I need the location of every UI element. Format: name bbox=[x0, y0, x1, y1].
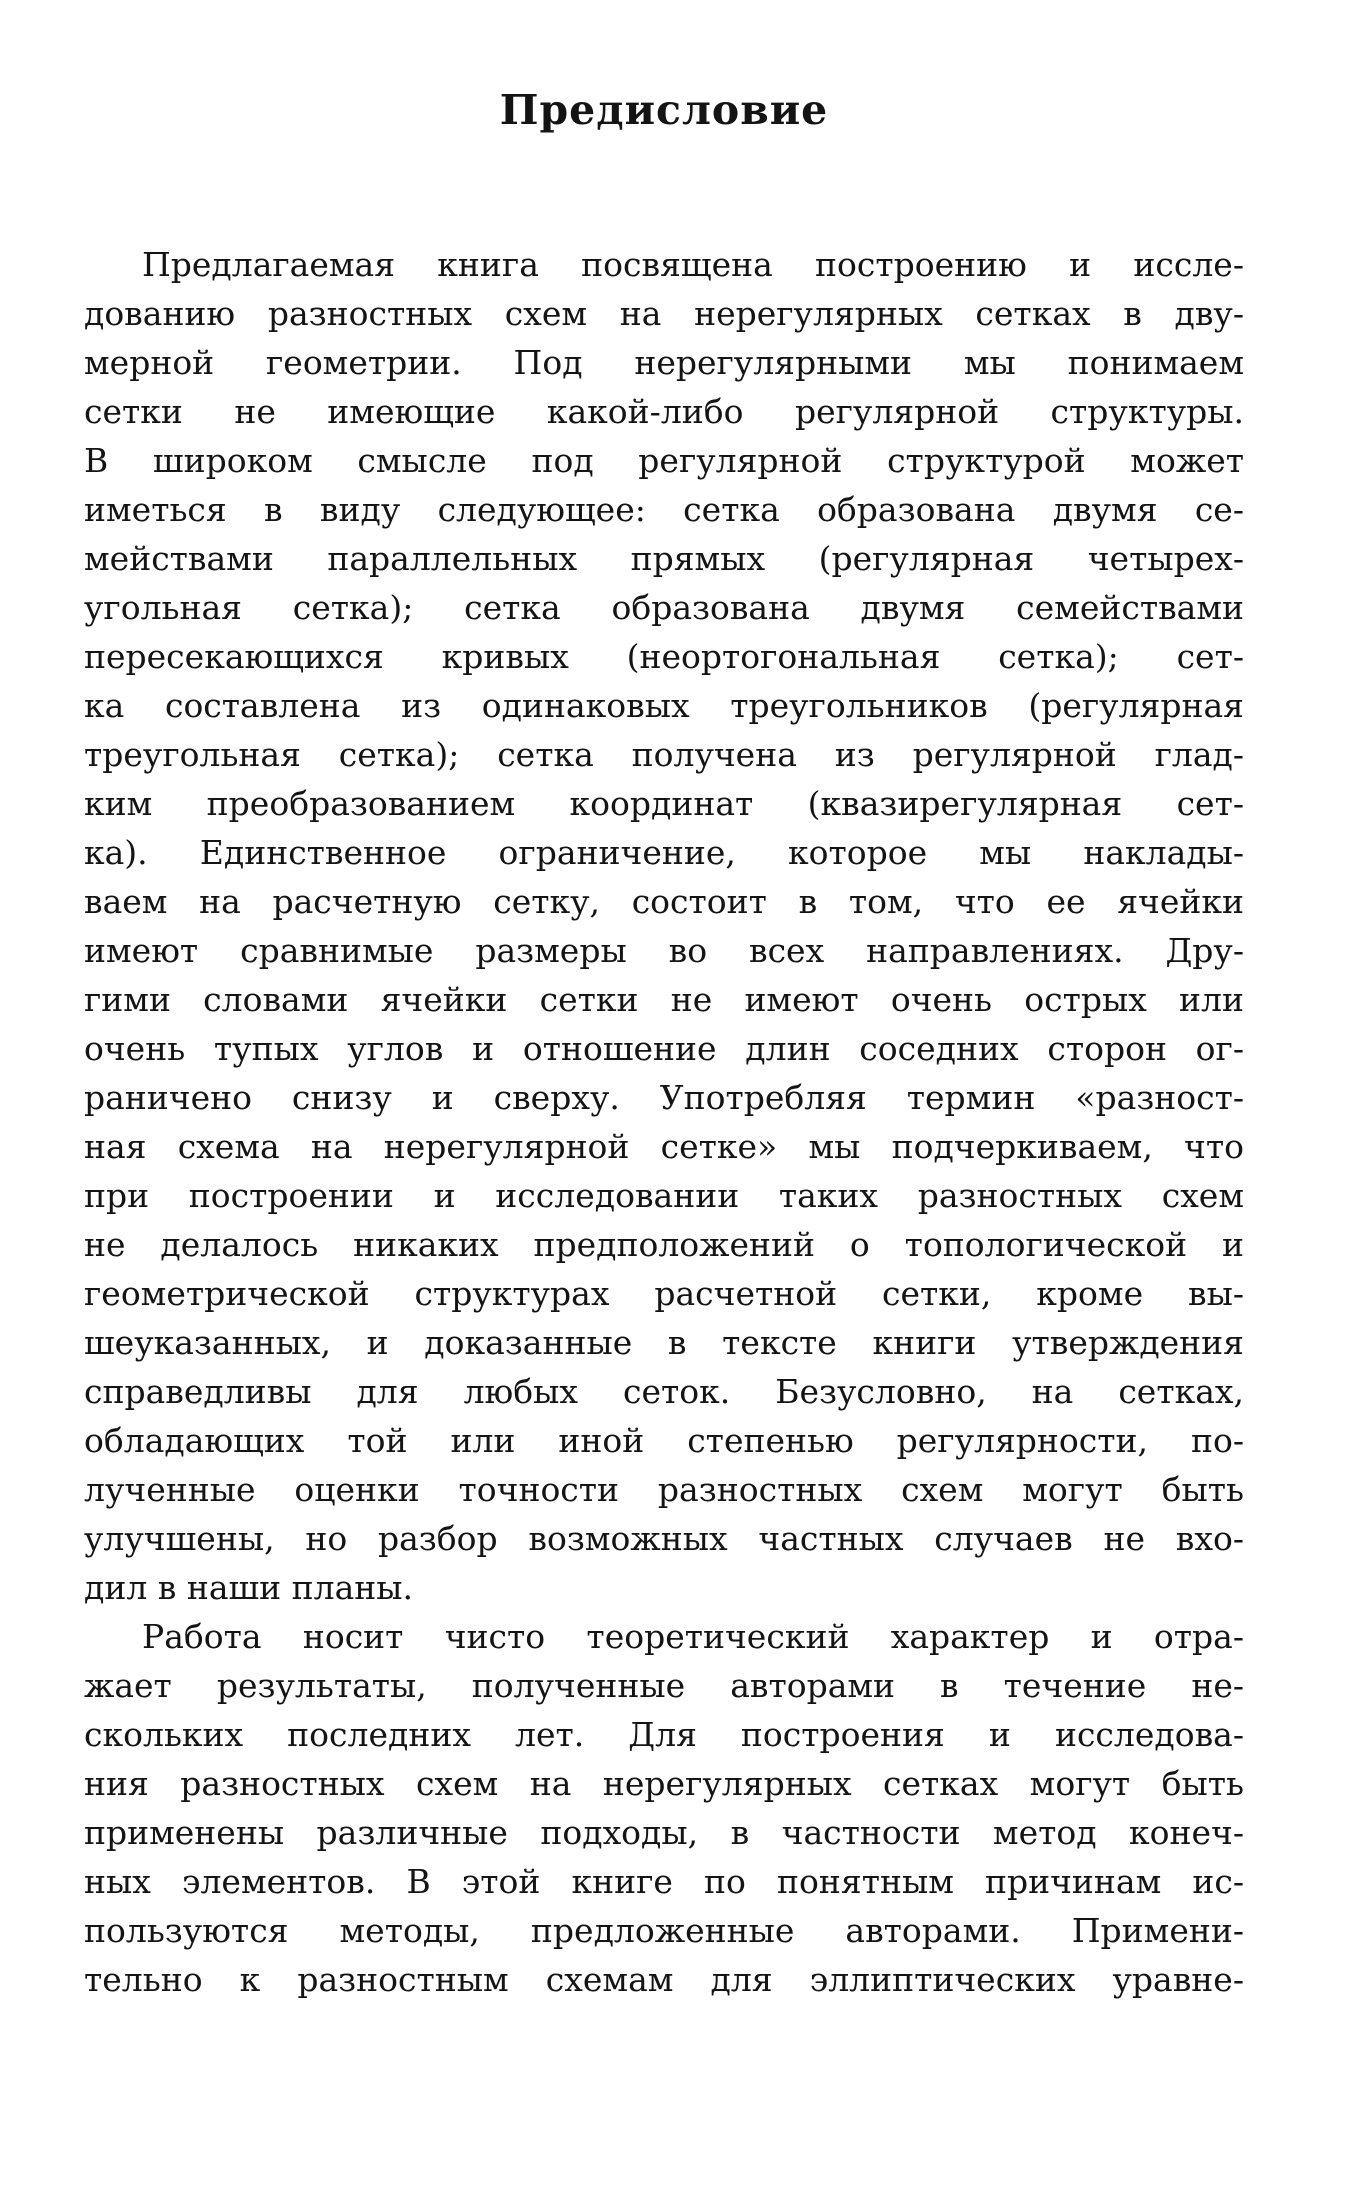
text-line: не делалось никаких предположений о топологической и bbox=[84, 1225, 1244, 1264]
text-line: шеуказанных, и доказанные в тексте книги утверждения bbox=[84, 1323, 1244, 1362]
text-line: угольная сетка); сетка образована двумя семействами bbox=[84, 588, 1244, 627]
text-line: пересекающихся кривых (неортогональная сетка); сет- bbox=[84, 637, 1244, 676]
paragraph-1 bbox=[84, 240, 1244, 1612]
text-line: Предлагаемая книга посвящена построению и иссле- bbox=[142, 245, 1244, 284]
text-line: мерной геометрии. Под нерегулярными мы понимаем bbox=[84, 343, 1244, 382]
text-line: дованию разностных схем на нерегулярных сетках в дву- bbox=[84, 294, 1244, 333]
text-line: дил в наши планы. bbox=[84, 1568, 414, 1607]
text-line: ваем на расчетную сетку, состоит в том, что ее ячейки bbox=[84, 882, 1244, 921]
text-line: ния разностных схем на нерегулярных сетках могут быть bbox=[84, 1764, 1244, 1803]
text-line: обладающих той или иной степенью регулярности, по- bbox=[84, 1421, 1244, 1460]
text-line: имеют сравнимые размеры во всех направлениях. Дру- bbox=[84, 931, 1244, 970]
text-line: справедливы для любых сеток. Безусловно, на сетках, bbox=[84, 1372, 1244, 1411]
text-line: мействами параллельных прямых (регулярная четырех- bbox=[84, 539, 1244, 578]
text-line: иметься в виду следующее: сетка образована двумя се- bbox=[84, 490, 1244, 529]
text-line: Работа носит чисто теоретический характер и отра- bbox=[142, 1617, 1244, 1656]
paragraph-2 bbox=[84, 1612, 1244, 2004]
text-line: при построении и исследовании таких разностных схем bbox=[84, 1176, 1244, 1215]
text-line: очень тупых углов и отношение длин соседних сторон ог- bbox=[84, 1029, 1244, 1068]
document-page bbox=[84, 0, 1244, 2203]
text-line: лученные оценки точности разностных схем могут быть bbox=[84, 1470, 1244, 1509]
text-line: раничено снизу и сверху. Употребляя термин «разност- bbox=[84, 1078, 1244, 1117]
text-line: тельно к разностным схемам для эллиптических уравне- bbox=[84, 1960, 1244, 1999]
text-line: ким преобразованием координат (квазирегулярная сет- bbox=[84, 784, 1244, 823]
text-line: улучшены, но разбор возможных частных случаев не вхо- bbox=[84, 1519, 1244, 1558]
text-line: треугольная сетка); сетка получена из регулярной глад- bbox=[84, 735, 1244, 774]
text-line: ная схема на нерегулярной сетке» мы подчеркиваем, что bbox=[84, 1127, 1244, 1166]
text-line: геометрической структурах расчетной сетки, кроме вы- bbox=[84, 1274, 1244, 1313]
body-text bbox=[84, 240, 1244, 2004]
text-line: гими словами ячейки сетки не имеют очень острых или bbox=[84, 980, 1244, 1019]
text-line: сетки не имеющие какой-либо регулярной структуры. bbox=[84, 392, 1244, 431]
text-line: применены различные подходы, в частности метод конеч- bbox=[84, 1813, 1244, 1852]
text-line: ных элементов. В этой книге по понятным причинам ис- bbox=[84, 1862, 1244, 1901]
text-line: ка). Единственное ограничение, которое мы наклады- bbox=[84, 833, 1244, 872]
text-line: В широком смысле под регулярной структурой может bbox=[84, 441, 1244, 480]
text-line: скольких последних лет. Для построения и исследова- bbox=[84, 1715, 1244, 1754]
page-title: Предисловие bbox=[499, 86, 829, 134]
text-line: ка составлена из одинаковых треугольников (регулярная bbox=[84, 686, 1244, 725]
text-line: жает результаты, полученные авторами в течение не- bbox=[84, 1666, 1244, 1705]
text-line: пользуются методы, предложенные авторами. Примени- bbox=[84, 1911, 1244, 1950]
